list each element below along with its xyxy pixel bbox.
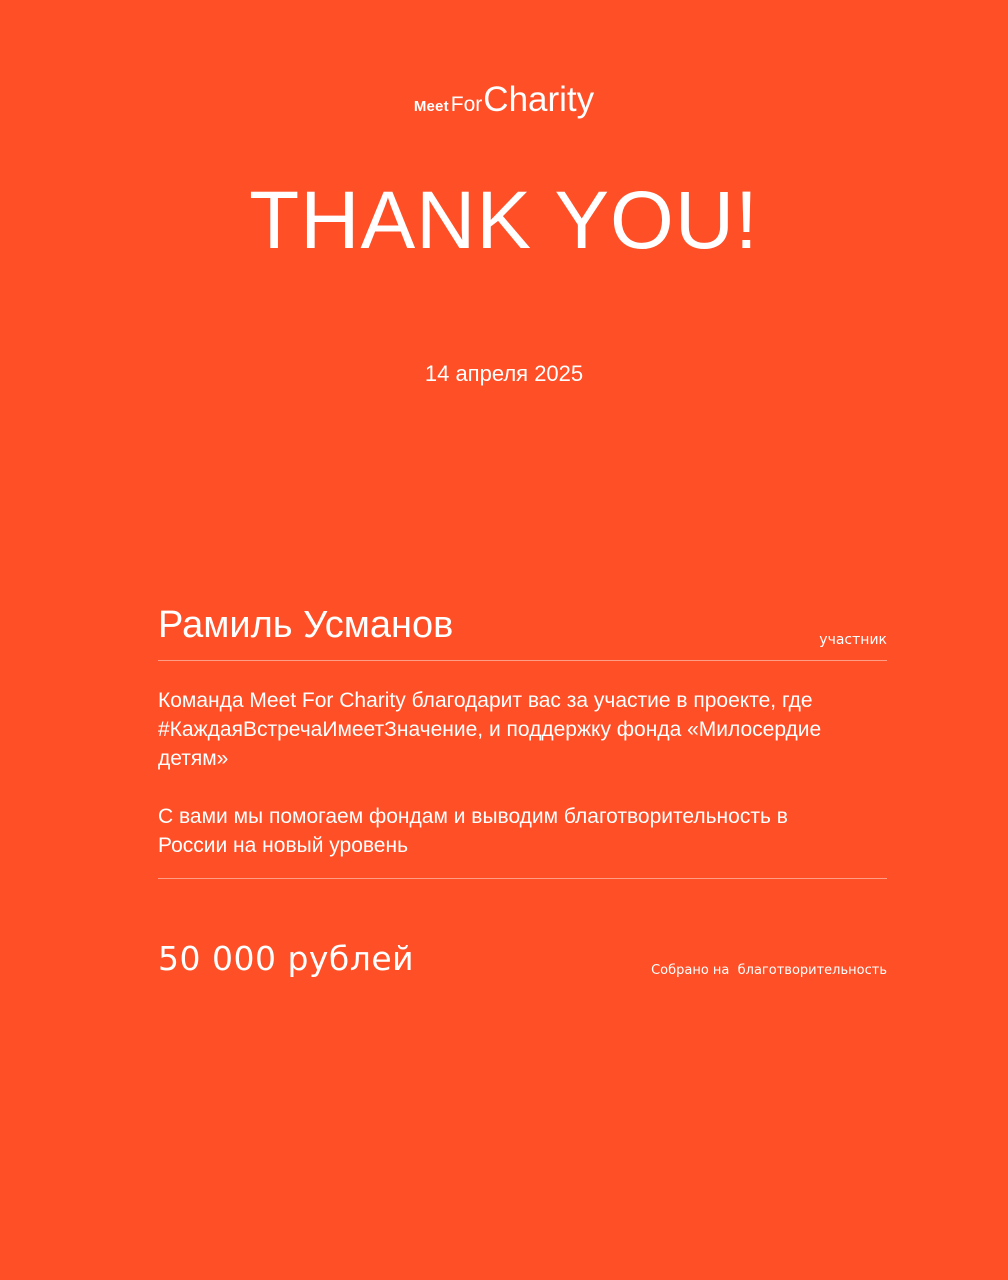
divider-top [158,660,887,661]
brand-logo [0,82,1008,117]
logo-for-text: For [450,93,483,116]
logo-charity-text: Charity [483,80,595,119]
thank-you-message [158,686,838,860]
amount-raised: 50 000 рублей [158,939,415,978]
divider-bottom [158,878,887,879]
message-paragraph-2: С вами мы помогаем фондам и выводим благотворительность в России на новый уровень [158,805,788,857]
thank-you-heading: THANK YOU! [249,175,759,266]
participant-name: Рамиль Усманов [158,604,454,646]
participant-role: участник [819,632,887,648]
message-paragraph-1: Команда Meet For Charity благодарит вас за участие в проекте, где #КаждаяВстречаИмеетЗначение, и поддержку фонда «Милосердие детям» [158,689,822,770]
certificate-date: 14 апреля 2025 [424,361,584,386]
amount-raised-label: Собрано на благотворительность [651,963,887,978]
logo-meet-text: Meet [413,98,449,115]
